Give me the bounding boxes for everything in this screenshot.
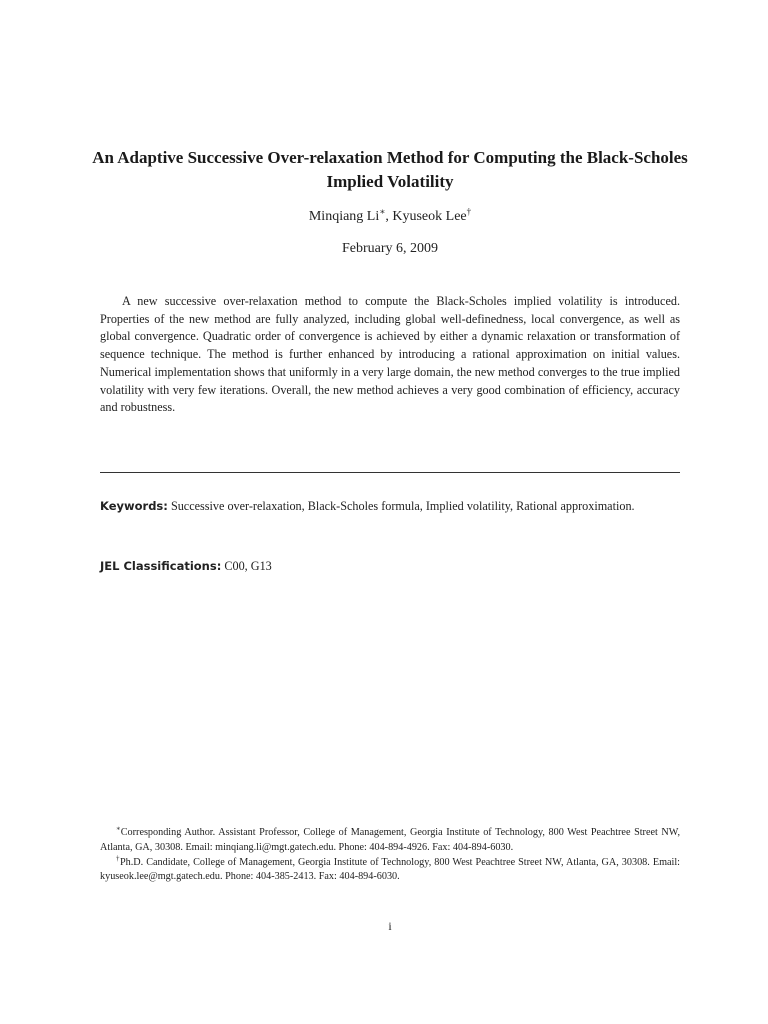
keywords-text: Successive over-relaxation, Black-Scholes formula, Implied volatility, Rational approximation. (170, 499, 635, 513)
jel-label: JEL Classifications: (100, 559, 222, 573)
footnote-marker[interactable]: ∗ (379, 206, 386, 217)
abstract-text: A new successive over-relaxation method to compute the Black-Scholes implied volatility is introduced. Properties of the new method are fully analyzed, including global well-definedness, local convergence, as well as global convergence. Quadratic order of convergence is achieved by either a dynamic relaxation or transformation of sequence technique. The method is further enhanced by introducing a rational approximation on initial values. Numerical implementation shows that uniformly in a very large domain, the new method converges to the true implied volatility with very few iterations. Overall, the new method achieves a very good combination of efficiency, accuracy and robustness. (100, 294, 680, 415)
author-line (90, 207, 690, 227)
footnote-text: Ph.D. Candidate, College of Management, Georgia Institute of Technology, 800 West Peachtree Street NW, Atlanta, GA, 30308. Email: kyuseok.lee@mgt.gatech.edu. Phone: 404-385-2413. Fax: 404-894-6030. (100, 856, 681, 883)
footnote-mark: ∗ (116, 824, 121, 833)
keywords-label: Keywords: (100, 499, 168, 513)
keywords-paragraph (100, 498, 680, 516)
footnote-mark: † (116, 854, 120, 863)
author-separator: , (385, 209, 393, 224)
footnotes (100, 826, 680, 885)
page-number: i (388, 919, 392, 933)
paper-title: An Adaptive Successive Over-relaxation Method for Computing the Black-Scholes Implied Volatility (92, 148, 688, 191)
paper-date: February 6, 2009 (341, 241, 439, 256)
section-divider (100, 472, 680, 473)
footnote-text: Corresponding Author. Assistant Professor, College of Management, Georgia Institute of Technology, 800 West Peachtree Street NW, Atlanta, GA, 30308. Email: minqiang.li@mgt.gatech.edu. Phone: 404-894-4926. Fax: 404-894-6030. (100, 827, 680, 853)
author-name: Kyuseok Lee (392, 209, 467, 224)
footnote-item (100, 856, 680, 886)
footnote-marker[interactable]: † (466, 206, 472, 217)
jel-text: C00, G13 (224, 559, 272, 573)
footnote-item (100, 826, 680, 856)
author-name: Minqiang Li (308, 209, 380, 224)
jel-paragraph (100, 558, 680, 576)
